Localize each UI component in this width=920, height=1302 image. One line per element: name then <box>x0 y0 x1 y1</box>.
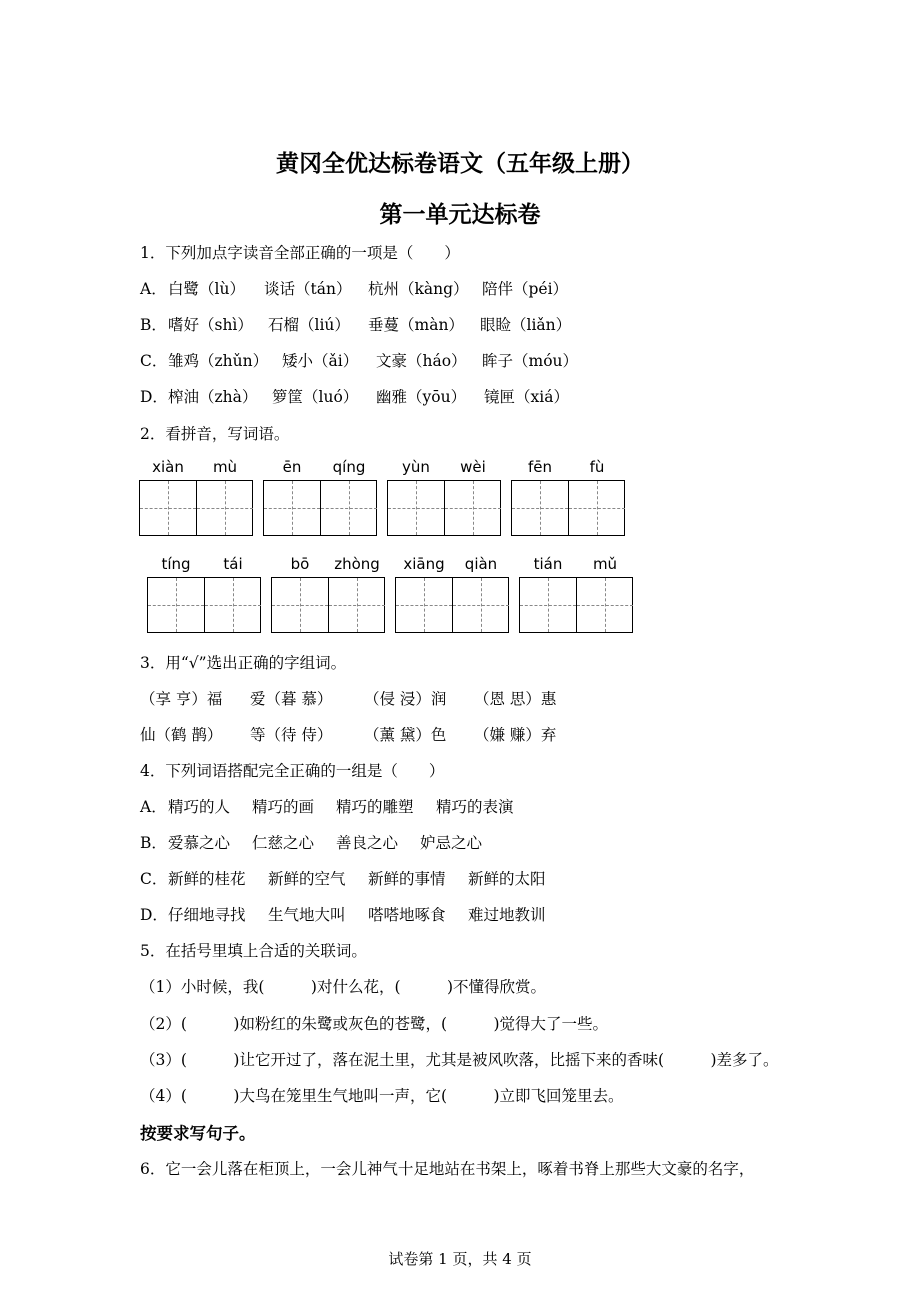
question-5-stem: 5．在括号里填上合适的关联词。 <box>140 942 367 960</box>
question-1-option-b: B．嗜好（shì） 石榴（liú） 垂蔓（màn） 眼睑（liǎn） <box>140 316 572 334</box>
pinyin-label: bō <box>290 555 310 573</box>
question-1-stem: 1．下列加点字读音全部正确的一项是（ ） <box>140 244 460 262</box>
pinyin-label: yùn <box>402 458 430 476</box>
pinyin-label: tíng <box>161 555 191 573</box>
question-5-item-3: （3）( )让它开过了，落在泥土里，尤其是被风吹落，比摇下来的香味( )差多了。 <box>140 1051 779 1069</box>
writing-box[interactable] <box>387 480 501 536</box>
question-4-option-c: C．新鲜的桂花 新鲜的空气 新鲜的事情 新鲜的太阳 <box>140 870 546 888</box>
question-6-stem: 6．它一会儿落在柜顶上，一会儿神气十足地站在书架上，啄着书脊上那些大文豪的名字， <box>140 1160 755 1178</box>
pinyin-label: fēn <box>527 458 553 476</box>
writing-box[interactable] <box>147 577 261 633</box>
question-5-item-1: （1）小时候，我( )对什么花，( )不懂得欣赏。 <box>140 978 547 996</box>
pinyin-label: wèi <box>460 458 486 476</box>
question-1-option-c: C．雏鸡（zhǔn） 矮小（ǎi） 文豪（háo） 眸子（móu） <box>140 352 579 370</box>
pinyin-label: qiàn <box>464 555 498 573</box>
pinyin-label: mù <box>212 458 238 476</box>
question-1-option-a: A．白鹭（lù） 谈话（tán） 杭州（kàng） 陪伴（péi） <box>140 280 569 298</box>
question-4-option-b: B．爱慕之心 仁慈之心 善良之心 妒忌之心 <box>140 834 483 852</box>
pinyin-label: ēn <box>282 458 302 476</box>
pinyin-label: mǔ <box>592 555 618 573</box>
writing-box[interactable] <box>519 577 633 633</box>
page-title: 黄冈全优达标卷语文（五年级上册） <box>276 150 644 177</box>
pinyin-label: xiāng <box>403 555 445 573</box>
question-3-line-1: （享 亨）福 爱（暮 慕） （侵 浸）润 （恩 思）惠 <box>140 690 557 708</box>
pinyin-label: qíng <box>332 458 366 476</box>
writing-box[interactable] <box>139 480 253 536</box>
page-footer: 试卷第 1 页，共 4 页 <box>388 1250 532 1268</box>
section-heading: 按要求写句子。 <box>140 1124 256 1143</box>
writing-box[interactable] <box>263 480 377 536</box>
question-4-option-d: D．仔细地寻找 生气地大叫 嗒嗒地啄食 难过地教训 <box>140 906 546 924</box>
question-2-stem: 2．看拼音，写词语。 <box>140 425 290 443</box>
question-5-item-4: （4）( )大鸟在笼里生气地叫一声，它( )立即飞回笼里去。 <box>140 1087 624 1105</box>
writing-box[interactable] <box>395 577 509 633</box>
pinyin-label: xiàn <box>152 458 184 476</box>
pinyin-label: tián <box>533 555 563 573</box>
question-4-stem: 4．下列词语搭配完全正确的一组是（ ） <box>140 762 445 780</box>
question-3-stem: 3．用“√”选出正确的字组词。 <box>140 654 347 672</box>
pinyin-label: tái <box>223 555 243 573</box>
unit-title: 第一单元达标卷 <box>379 201 541 228</box>
pinyin-label: zhòng <box>334 555 380 573</box>
pinyin-label: fù <box>589 458 605 476</box>
question-1-option-d: D．榨油（zhà） 箩筐（luó） 幽雅（yōu） 镜匣（xiá） <box>140 388 569 406</box>
writing-box[interactable] <box>511 480 625 536</box>
question-3-line-2: 仙（鹤 鹊） 等（待 侍） （薰 黛）色 （嫌 赚）弃 <box>140 726 557 744</box>
question-5-item-2: （2）( )如粉红的朱鹭或灰色的苍鹭，( )觉得大了一些。 <box>140 1015 609 1033</box>
writing-box[interactable] <box>271 577 385 633</box>
question-4-option-a: A．精巧的人 精巧的画 精巧的雕塑 精巧的表演 <box>140 798 514 816</box>
